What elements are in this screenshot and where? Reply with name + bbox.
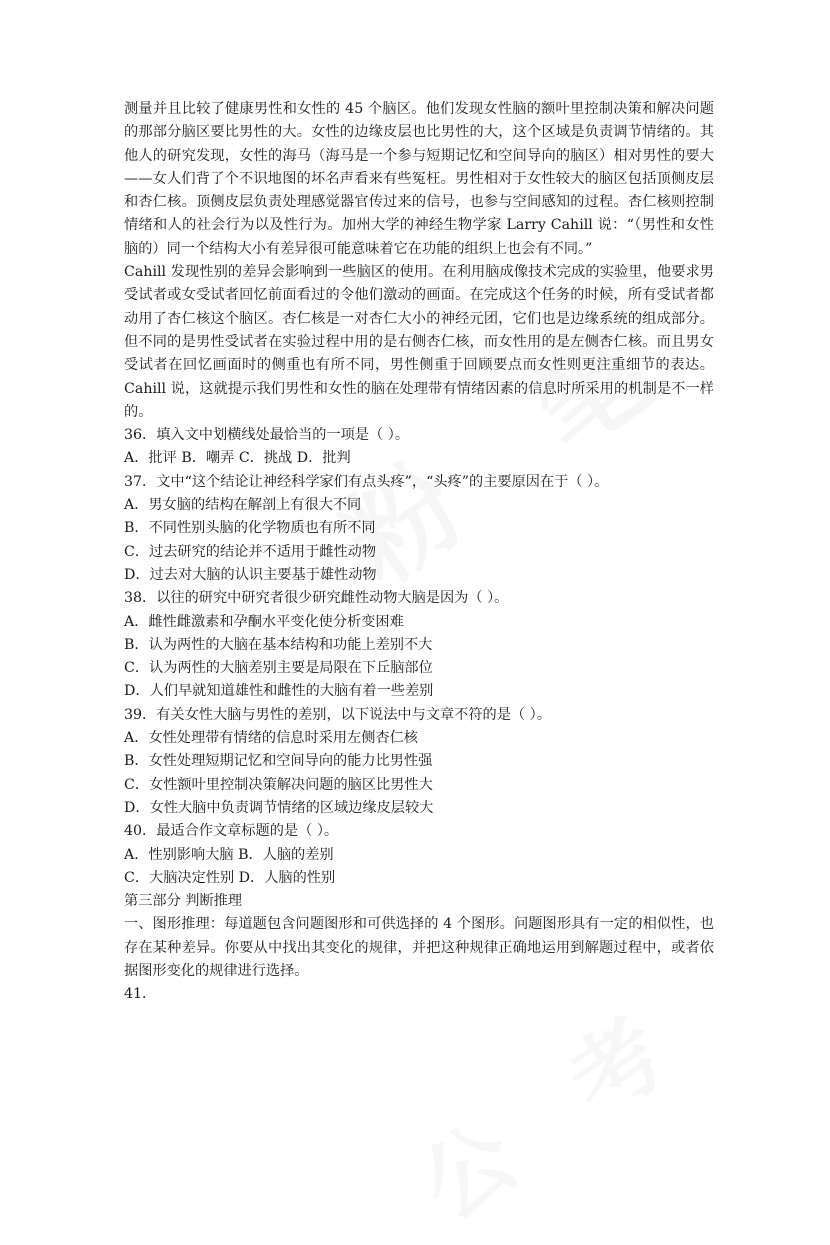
question-37-option-d: D．过去对大脑的认识主要基于雄性动物 [124, 566, 377, 583]
passage-paragraph-2: Cahill 发现性别的差异会影响到一些脑区的使用。在利用脑成像技术完成的实验里，他要求男受试者或女受试者回忆前面看过的令他们激动的画面。在完成这个任务的时候，所有受试者都动用了杏仁核这个脑区。杏仁核是一对杏仁大小的神经元团，它们也是边缘系统的组成部分。但不同的是男性受试者在实验过程中用的是右侧杏仁核，而女性用的是左侧杏仁核。而且男女受试者在回忆画面时的侧重也有所不同，男性侧重于回顾要点而女性则更注重细节的表达。Cahill 说，这就提示我们男性和女性的脑在处理带有情绪因素的信息时所采用的机制是不一样的。 [124, 264, 714, 420]
question-37-option-c: C．过去研究的结论并不适用于雌性动物 [124, 543, 377, 560]
watermark-bottom [390, 965, 711, 1244]
question-38-option-d: D．人们早就知道雄性和雌性的大脑有着一些差别 [124, 683, 434, 700]
document-body [124, 98, 714, 1007]
question-37-option-a: A．男女脑的结构在解剖上有很大不同 [124, 497, 362, 514]
question-38-option-a: A．雌性雌激素和孕酮水平变化使分析变困难 [124, 613, 404, 630]
section-title: 第三部分 判断推理 [124, 893, 243, 910]
passage-paragraph-1: 测量并且比较了健康男性和女性的 45 个脑区。他们发现女性脑的额叶里控制决策和解决问题的那部分脑区要比男性的大。女性的边缘皮层也比男性的大，这个区域是负责调节情绪的。其他人的研究发现，女性的海马（海马是一个参与短期记忆和空间导向的脑区）相对男性的要大——女人们背了个不识地图的坏名声看来有些冤枉。男性相对于女性较大的脑区包括顶侧皮层和杏仁核。顶侧皮层负责处理感觉器官传过来的信号，也参与空间感知的过程。杏仁核则控制情绪和人的社会行为以及性行为。加州大学的神经生物学家 Larry Cahill 说：“（男性和女性脑的）同一个结构大小有差异很可能意味着它在功能的组织上也会有不同。” [124, 101, 714, 257]
question-39-option-d: D．女性大脑中负责调节情绪的区域边缘皮层较大 [124, 799, 434, 816]
question-39-option-b: B．女性处理短期记忆和空间导向的能力比男性强 [124, 753, 433, 770]
question-40-stem: 40．最适合作文章标题的是（ ）。 [124, 823, 339, 840]
question-37-stem: 37．文中“这个结论让神经科学家们有点头疼”，“头疼”的主要原因在于（ ）。 [124, 473, 609, 490]
section-intro: 一、图形推理：每道题包含问题图形和可供选择的 4 个图形。问题图形具有一定的相似性，也存在某种差异。你要从中找出其变化的规律，并把这种规律正确地运用到解题过程中，或者依据图形变化的规律进行选择。 [124, 916, 714, 979]
question-36-options: A．批评 B．嘲弄 C．挑战 D．批判 [124, 450, 351, 467]
question-37-option-b: B．不同性别头脑的化学物质也有所不同 [124, 520, 376, 537]
question-38-option-b: B．认为两性的大脑在基本结构和功能上差别不大 [124, 636, 433, 653]
question-39-stem: 39．有关女性大脑与男性的差别，以下说法中与文章不符的是（ ）。 [124, 706, 551, 723]
question-36-stem: 36．填入文中划横线处最恰当的一项是（ ）。 [124, 427, 410, 444]
question-38-option-c: C．认为两性的大脑差别主要是局限在下丘脑部位 [124, 660, 433, 677]
question-40-options-ab: A．性别影响大脑 B．人脑的差别 [124, 846, 334, 863]
question-38-stem: 38．以往的研究中研究者很少研究雌性动物大脑是因为（ ）。 [124, 590, 509, 607]
question-40-options-cd: C．大脑决定性别 D．人脑的性别 [124, 869, 336, 886]
question-39-option-a: A．女性处理带有情绪的信息时采用左侧杏仁核 [124, 730, 418, 747]
question-39-option-c: C．女性额叶里控制决策解决问题的脑区比男性大 [124, 776, 433, 793]
question-41-number: 41． [124, 986, 157, 1003]
